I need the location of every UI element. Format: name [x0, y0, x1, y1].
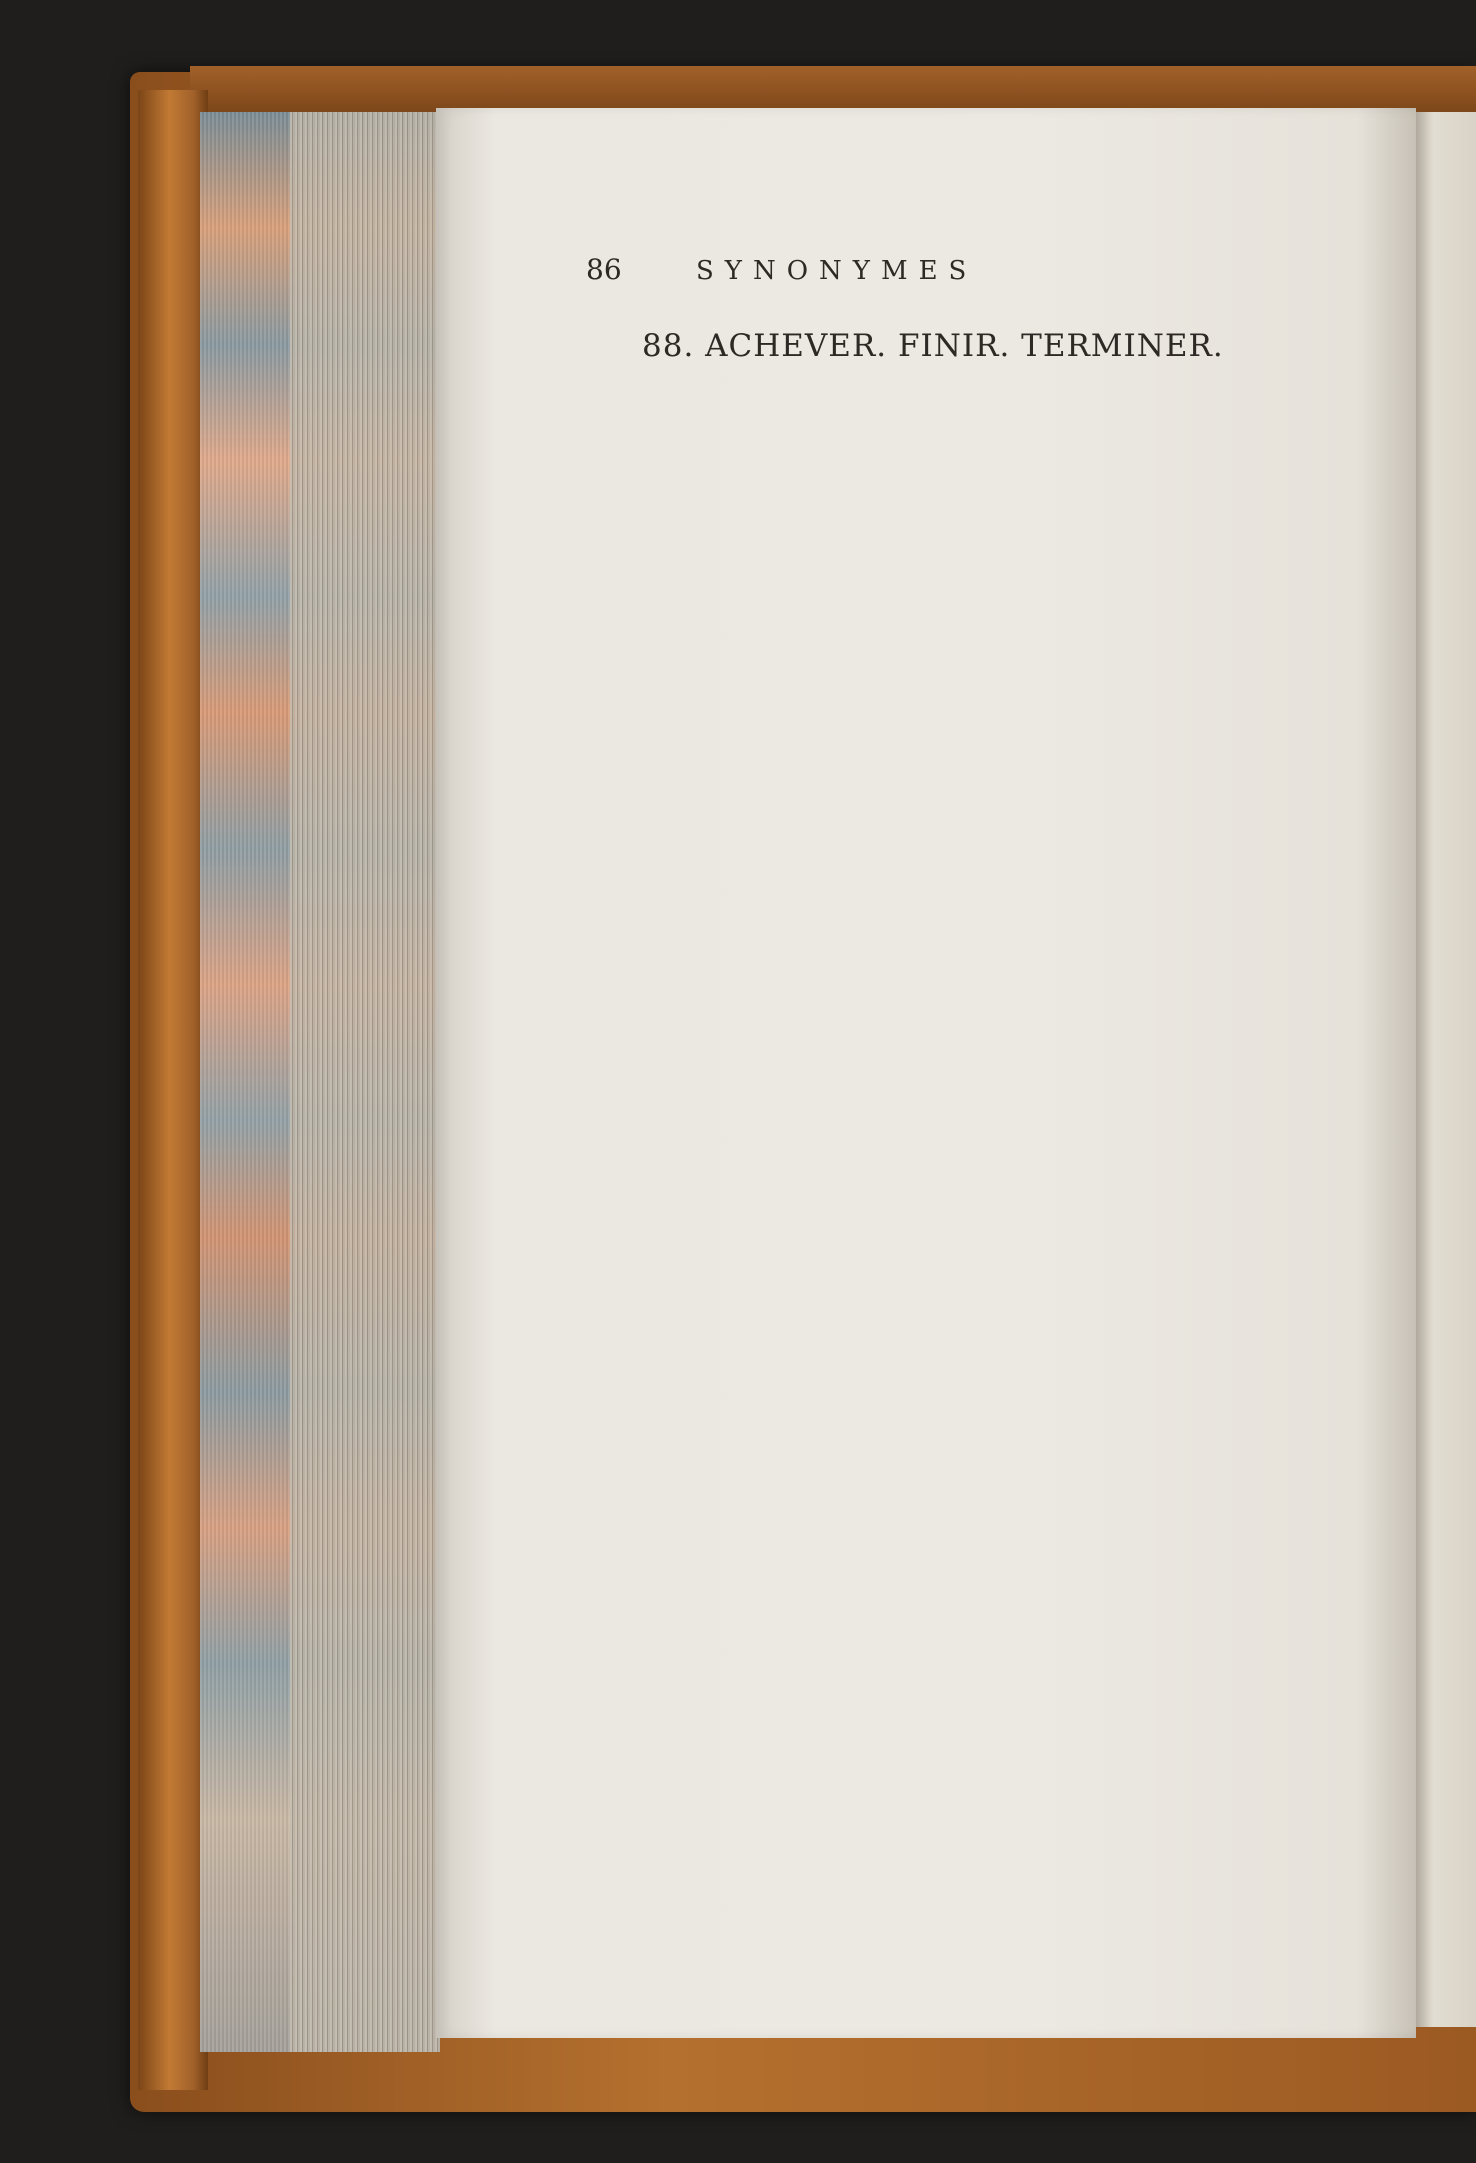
page-number: 86 — [586, 253, 622, 286]
book-page — [436, 108, 1416, 2038]
cover-spine-edge — [138, 90, 208, 2090]
page-stack — [290, 112, 440, 2052]
running-title: SYNONYMES — [696, 256, 978, 286]
running-head — [586, 250, 1376, 292]
page-text — [586, 250, 1376, 397]
facing-page-edge — [1410, 112, 1476, 2027]
cover-top-edge — [190, 66, 1476, 112]
section-heading: 88. ACHEVER. FINIR. TERMINER. — [642, 328, 1224, 364]
